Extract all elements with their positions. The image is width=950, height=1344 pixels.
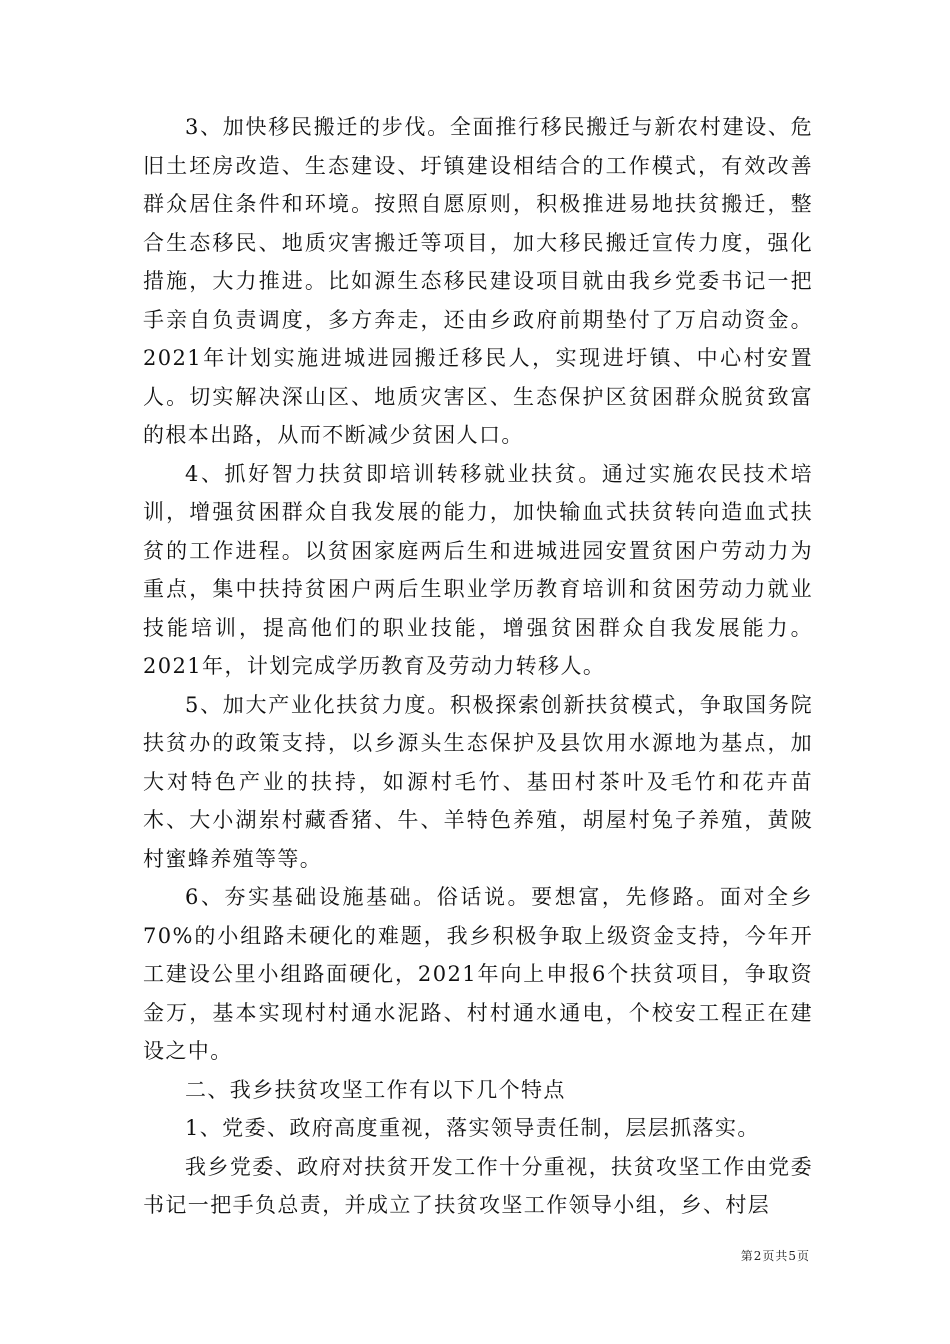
document-body bbox=[143, 108, 813, 1225]
section-heading: 二、我乡扶贫攻坚工作有以下几个特点 bbox=[185, 1077, 566, 1102]
paragraph-infrastructure: 6、夯实基础设施基础。俗话说。要想富，先修路。面对全乡70%的小组路未硬化的难题，我乡积极争取上级资金支持，今年开工建设公里小组路面硬化，2021年向上申报6个扶贫项目，争取资金万，基本实现村村通水泥路、村村通水通电，个校安工程正在建设之中。 bbox=[143, 885, 813, 1063]
paragraph-leadership-detail: 我乡党委、政府对扶贫开发工作十分重视，扶贫攻坚工作由党委书记一把手负总责，并成立了扶贫攻坚工作领导小组，乡、村层 bbox=[143, 1154, 813, 1217]
paragraph-industry: 5、加大产业化扶贫力度。积极探索创新扶贫模式，争取国务院扶贫办的政策支持，以乡源头生态保护及县饮用水源地为基点，加大对特色产业的扶持，如源村毛竹、基田村茶叶及毛竹和花卉苗木、大小湖岽村藏香猪、牛、羊特色养殖，胡屋村兔子养殖，黄陂村蜜蜂养殖等等。 bbox=[143, 692, 813, 871]
paragraph-relocation: 3、加快移民搬迁的步伐。全面推行移民搬迁与新农村建设、危旧土坯房改造、生态建设、圩镇建设相结合的工作模式，有效改善群众居住条件和环境。按照自愿原则，积极推进易地扶贫搬迁，整合生态移民、地质灾害搬迁等项目，加大移民搬迁宣传力度，强化措施，大力推进。比如源生态移民建设项目就由我乡党委书记一把手亲自负责调度，多方奔走，还由乡政府前期垫付了万启动资金。2021年计划实施进城进园搬迁移民人，实现进圩镇、中心村安置人。切实解决深山区、地质灾害区、生态保护区贫困群众脱贫致富的根本出路，从而不断减少贫困人口。 bbox=[143, 115, 813, 447]
paragraph-training: 4、抓好智力扶贫即培训转移就业扶贫。通过实施农民技术培训，增强贫困群众自我发展的能力，加快输血式扶贫转向造血式扶贫的工作进程。以贫困家庭两后生和进城进园安置贫困户劳动力为重点，集中扶持贫困户两后生职业学历教育培训和贫困劳动力就业技能培训，提高他们的职业技能，增强贫困群众自我发展能力。2021年，计划完成学历教育及劳动力转移人。 bbox=[143, 461, 813, 678]
page-number: 第2页共5页 bbox=[740, 1249, 810, 1263]
paragraph-leadership-point: 1、党委、政府高度重视，落实领导责任制，层层抓落实。 bbox=[185, 1116, 760, 1140]
